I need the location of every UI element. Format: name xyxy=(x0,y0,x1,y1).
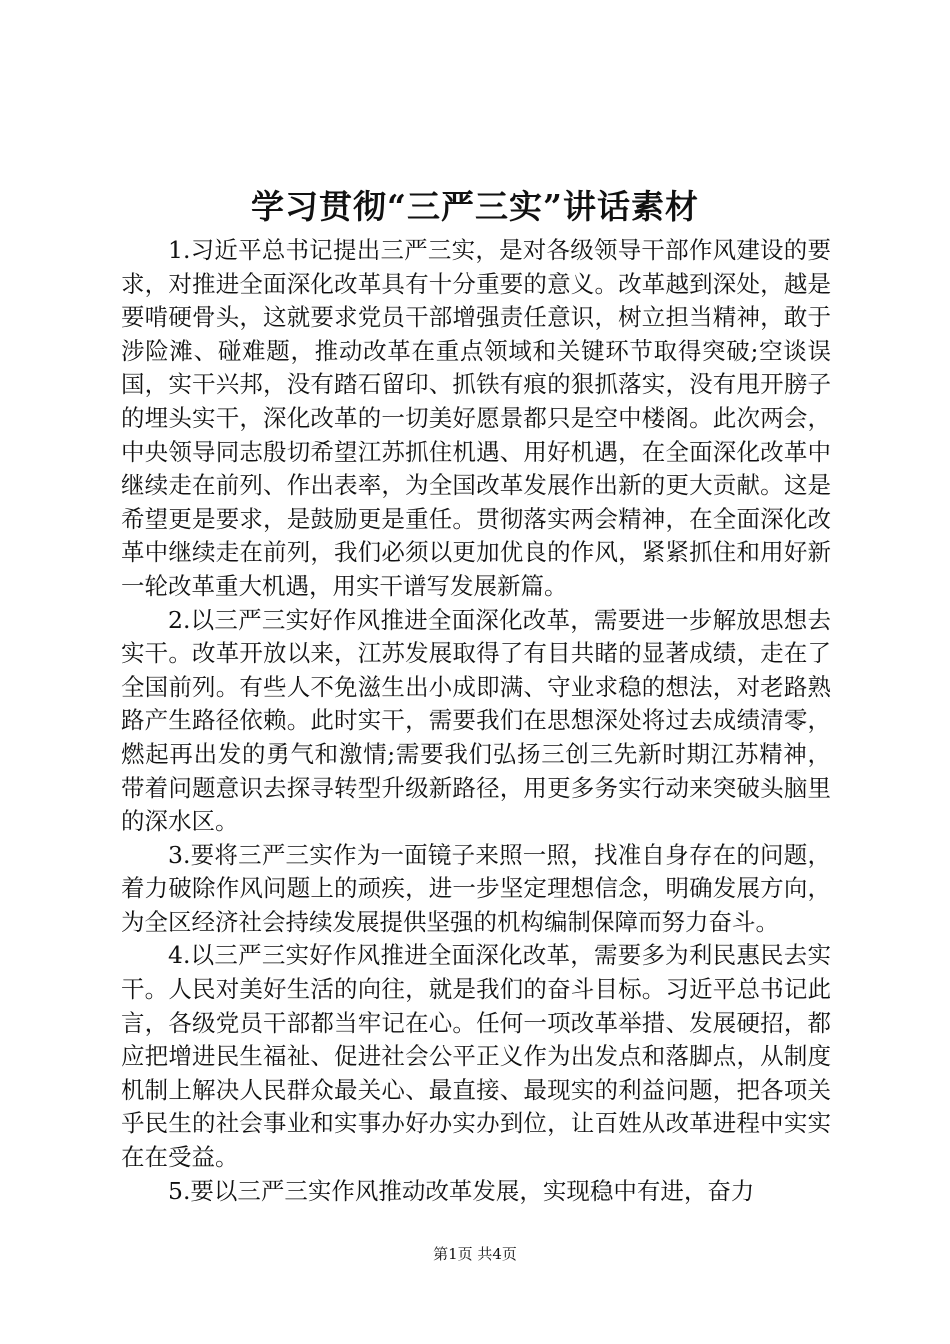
paragraph-3: 3.要将三严三实作为一面镜子来照一照，找准自身存在的问题，着力破除作风问题上的顽疾，进一步坚定理想信念，明确发展方向，为全区经济社会持续发展提供坚强的机构编制保障而努力奋斗。 xyxy=(121,840,831,936)
paragraph-4: 4.以三严三实好作风推进全面深化改革，需要多为利民惠民去实干。人民对美好生活的向往，就是我们的奋斗目标。习近平总书记此言，各级党员干部都当牢记在心。任何一项改革举措、发展硬招，都应把增进民生福祉、促进社会公平正义作为出发点和落脚点，从制度机制上解决人民群众最关心、最直接、最现实的利益问题，把各项关乎民生的社会事业和实事办好办实办到位，让百姓从改革进程中实实在在受益。 xyxy=(121,941,831,1172)
paragraph-5: 5.要以三严三实作风推动改革发展，实现稳中有进，奋力 xyxy=(168,1176,755,1205)
paragraph-1: 1.习近平总书记提出三严三实，是对各级领导干部作风建设的要求，对推进全面深化改革具有十分重要的意义。改革越到深处，越是要啃硬骨头，这就要求党员干部增强责任意识，树立担当精神，敢于涉险滩、碰难题，推动改革在重点领域和关键环节取得突破;空谈误国，实干兴邦，没有踏石留印、抓铁有痕的狠抓落实，没有甩开膀子的埋头实干，深化改革的一切美好愿景都只是空中楼阁。此次两会，中央领导同志殷切希望江苏抓住机遇、用好机遇，在全面深化改革中继续走在前列、作出表率，为全国改革发展作出新的更大贡献。这是希望更是要求，是鼓励更是重任。贯彻落实两会精神，在全面深化改革中继续走在前列，我们必须以更加优良的作风，紧紧抓住和用好新一轮改革重大机遇，用实干谱写发展新篇。 xyxy=(121,236,831,600)
document-title: 学习贯彻“三严三实”讲话素材 xyxy=(251,187,699,226)
paragraph-2: 2.以三严三实好作风推进全面深化改革，需要进一步解放思想去实干。改革开放以来，江苏发展取得了有目共睹的显著成绩，走在了全国前列。有些人不免滋生出小成即满、守业求稳的想法，对老路熟路产生路径依赖。此时实干，需要我们在思想深处将过去成绩清零，燃起再出发的勇气和激情;需要我们弘扬三创三先新时期江苏精神，带着问题意识去探寻转型升级新路径，用更多务实行动来突破头脑里的深水区。 xyxy=(121,605,831,836)
page-number-footer: 第1页 共4页 xyxy=(433,1245,517,1263)
document-body xyxy=(121,234,831,1208)
